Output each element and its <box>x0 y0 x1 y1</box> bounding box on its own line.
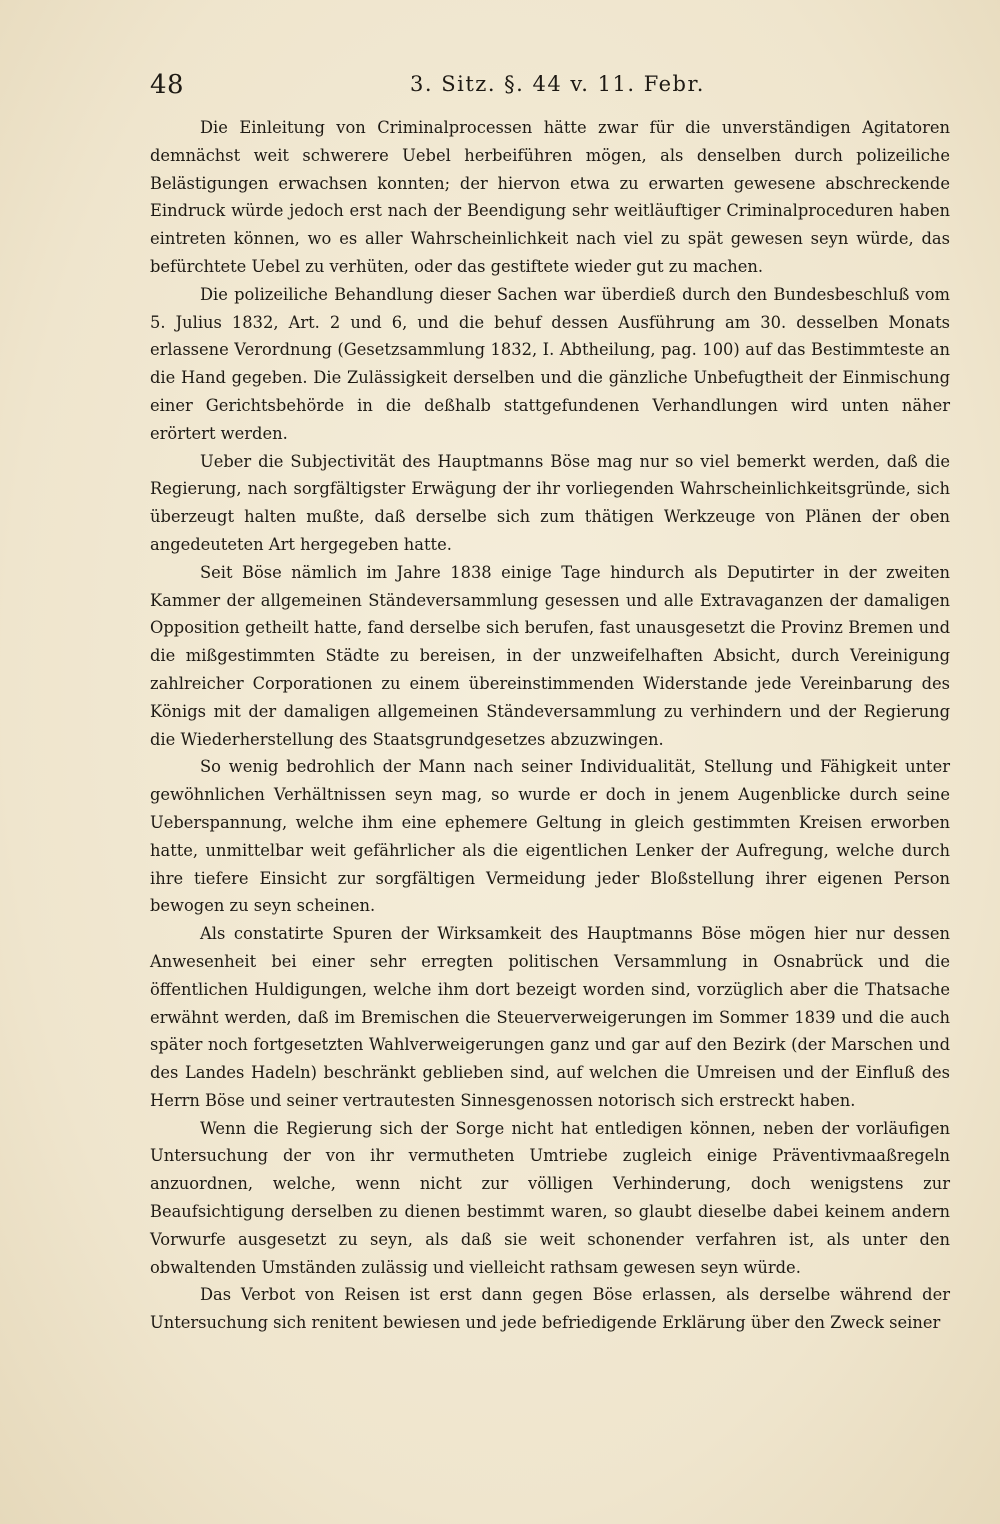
paragraph: Ueber die Subjectivität des Hauptmanns Böse mag nur so viel bemerkt werden, daß die Regierung, nach sorgfältigster Erwägung der ihr vorliegenden Wahrscheinlichkeitsgründe, sich überzeugt halten mußte, daß derselbe sich zum thätigen Werkzeuge von Plänen der oben angedeuteten Art hergegeben hatte. <box>150 451 950 554</box>
paragraph: Als constatirte Spuren der Wirksamkeit des Hauptmanns Böse mögen hier nur dessen Anwesenheit bei einer sehr erregten politischen Versammlung in Osnabrück und die öffentlichen Huldigungen, welche ihm dort bezeigt worden sind, vorzüglich aber die Thatsache erwähnt werden, daß im Bremischen die Steuerverweigerungen im Sommer 1839 und die auch später noch fortgesetzten Wahlverweigerungen ganz und gar auf den Bezirk (der Marschen und des Landes Hadeln) beschränkt geblieben sind, auf welchen die Umreisen und der Einfluß des Herrn Böse und seiner vertrautesten Sinnesgenossen notorisch sich erstreckt haben. <box>150 924 950 1110</box>
paragraph: Die polizeiliche Behandlung dieser Sachen war überdieß durch den Bundesbeschluß vom 5. Julius 1832, Art. 2 und 6, und die behuf dessen Ausführung am 30. desselben Monats erlassene Verordnung (Gesetzsammlung 1832, I. Abtheilung, pag. 100) auf das Bestimmteste an die Hand gegeben. Die Zulässigkeit derselben und die gänzliche Unbefugtheit der Einmischung einer Gerichtsbehörde in die deßhalb stattgefundenen Verhandlungen wird unten näher erörtert werden. <box>150 284 950 443</box>
page-header <box>150 66 930 106</box>
paragraph: So wenig bedrohlich der Mann nach seiner Individualität, Stellung und Fähigkeit unter gewöhnlichen Verhältnissen seyn mag, so wurde er doch in jenem Augenblicke durch seine Ueberspannung, welche ihm eine ephemere Geltung in gleich gestimmten Kreisen erworben hatte, unmittelbar weit gefährlicher als die eigentlichen Lenker der Aufregung, welche durch ihre tiefere Einsicht zur sorgfältigen Vermeidung jeder Bloßstellung ihrer eigenen Person bewogen zu seyn scheinen. <box>150 757 950 916</box>
page-number: 48 <box>150 70 185 100</box>
paragraph: Seit Böse nämlich im Jahre 1838 einige Tage hindurch als Deputirter in der zweiten Kammer der allgemeinen Ständeversammlung gesessen und alle Extravaganzen der damaligen Opposition getheilt hatte, fand derselbe sich berufen, fast unausgesetzt die Provinz Bremen und die mißgestimmten Städte zu bereisen, in der unzweifelhaften Absicht, durch Vereinigung zahlreicher Corporationen zu einem übereinstimmenden Widerstande jede Vereinbarung des Königs mit der damaligen allgemeinen Ständeversammlung zu verhindern und der Regierung die Wiederherstellung des Staatsgrundgesetzes abzuzwingen. <box>150 562 950 749</box>
paragraph: Die Einleitung von Criminalprocessen hätte zwar für die unverständigen Agitatoren demnächst weit schwerere Uebel herbeiführen mögen, als denselben durch polizeiliche Belästigungen erwachsen konnten; der hiervon etwa zu erwarten gewesene abschreckende Eindruck würde jedoch erst nach der Beendigung sehr weitläuftiger Criminalproceduren haben eintreten können, wo es aller Wahrscheinlichkeit nach viel zu spät gewesen seyn würde, das befürchtete Uebel zu verhüten, oder das gestiftete wieder gut zu machen. <box>150 118 950 276</box>
body-text <box>150 114 950 1337</box>
paragraph: Wenn die Regierung sich der Sorge nicht hat entledigen können, neben der vorläufigen Untersuchung der von ihr vermutheten Umtriebe zugleich einige Präventivmaaßregeln anzuordnen, welche, wenn nicht zur völligen Verhinderung, doch wenigstens zur Beaufsichtigung derselben zu dienen bestimmt waren, so glaubt dieselbe dabei keinem andern Vorwurfe ausgesetzt zu seyn, als daß sie weit schonender verfahren ist, als unter den obwaltenden Umständen zulässig und vielleicht rathsam gewesen seyn würde. <box>150 1118 950 1277</box>
paragraph: Das Verbot von Reisen ist erst dann gegen Böse erlassen, als derselbe während der Untersuchung sich renitent bewiesen und jede befriedigende Erklärung über den Zweck seiner <box>150 1285 950 1333</box>
running-head: 3. Sitz. §. 44 v. 11. Febr. <box>410 72 705 96</box>
